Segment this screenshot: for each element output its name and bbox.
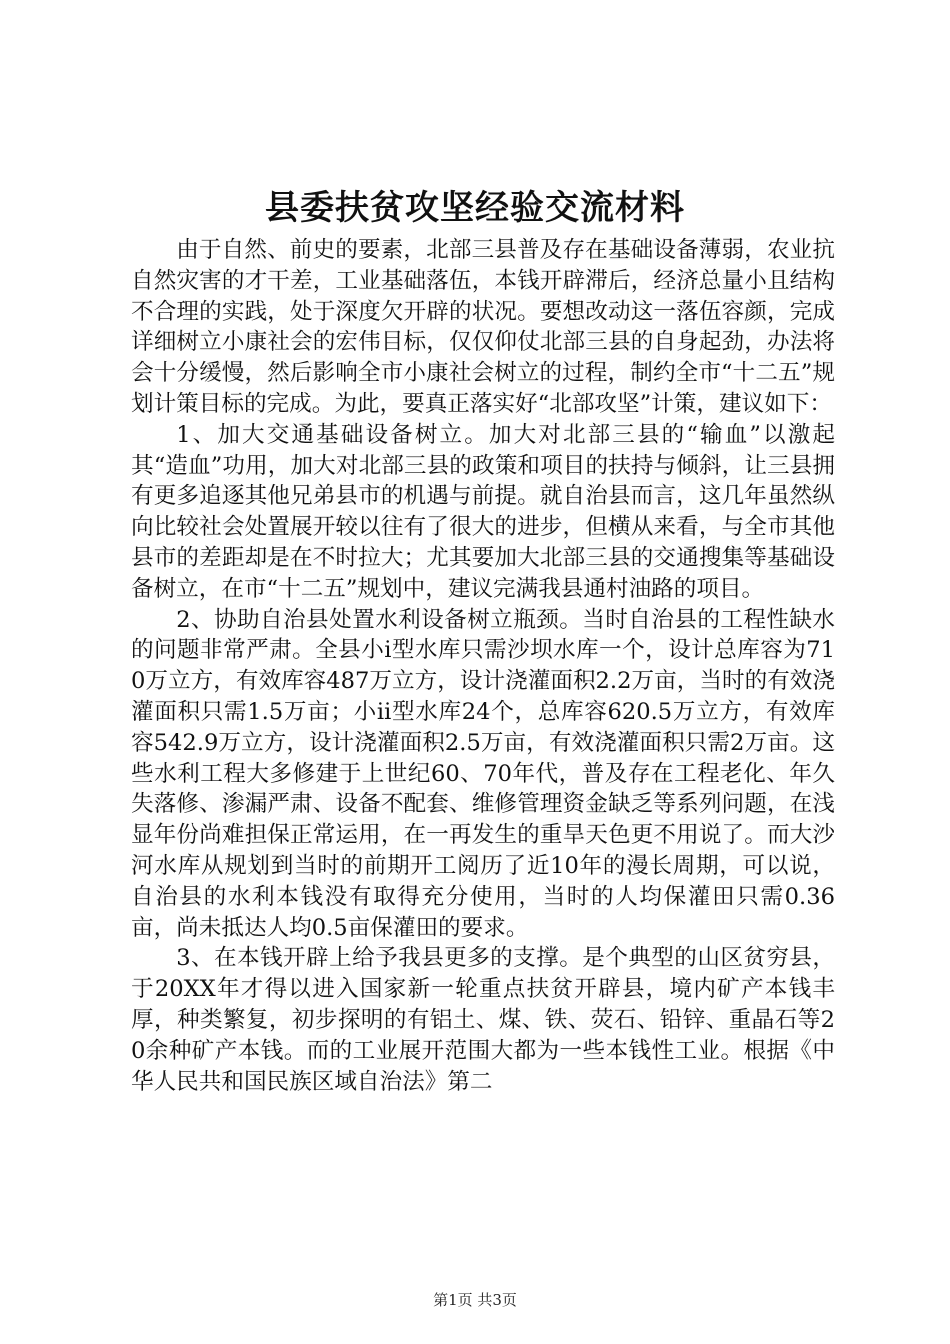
page-footer: 第1页 共3页	[433, 1291, 517, 1309]
paragraph-intro: 由于自然、前史的要素，北部三县普及存在基础设备薄弱，农业抗自然灾害的才干差，工业基础落伍，本钱开辟滞后，经济总量小且结构不合理的实践，处于深度欠开辟的状况。要想改动这一落伍容颜，完成详细树立小康社会的宏伟目标，仅仅仰仗北部三县的自身起劲，办法将会十分缓慢，然后影响全市小康社会树立的过程，制约全市“十二五”规划计策目标的完成。为此，要真正落实好“北部攻坚”计策，建议如下：	[131, 237, 835, 417]
document-title: 县委扶贫攻坚经验交流材料	[265, 188, 685, 228]
paragraph-resource-development: 3、在本钱开辟上给予我县更多的支撑。是个典型的山区贫穷县，于20XX年才得以进入国家新一轮重点扶贫开辟县，境内矿产本钱丰厚，种类繁复，初步探明的有铝土、煤、铁、荧石、铅锌、重晶石等20余种矿产本钱。而的工业展开范围大都为一些本钱性工业。根据《中华人民共和国民族区域自治法》第二	[131, 945, 835, 1095]
paragraph-transport: 1、加大交通基础设备树立。加大对北部三县的“输血”以激起其“造血”功用，加大对北部三县的政策和项目的扶持与倾斜，让三县拥有更多追逐其他兄弟县市的机遇与前提。就自治县而言，这几年虽然纵向比较社会处置展开较以往有了很大的进步，但横从来看，与全市其他县市的差距却是在不时拉大；尤其要加大北部三县的交通搜集等基础设备树立，在市“十二五”规划中，建议完满我县通村油路的项目。	[131, 421, 835, 602]
document-body	[131, 235, 835, 1097]
paragraph-water-conservancy: 2、协助自治县处置水利设备树立瓶颈。当时自治县的工程性缺水的问题非常严肃。全县小ⅰ型水库只需沙坝水库一个，设计总库容为710万立方，有效库容487万立方，设计浇灌面积2.2万亩，当时的有效浇灌面积只需1.5万亩；小ⅱ型水库24个，总库容620.5万立方，有效库容542.9万立方，设计浇灌面积2.5万亩，有效浇灌面积只需2万亩。这些水利工程大多修建于上世纪60、70年代，普及存在工程老化、年久失落修、渗漏严肃、设备不配套、维修管理资金缺乏等系列问题，在浅显年份尚难担保正常运用，在一再发生的重旱天色更不用说了。而大沙河水库从规划到当时的前期开工阅历了近10年的漫长周期，可以说，自治县的水利本钱没有取得充分使用，当时的人均保灌田只需0.36亩，尚未抵达人均0.5亩保灌田的要求。	[131, 606, 835, 941]
